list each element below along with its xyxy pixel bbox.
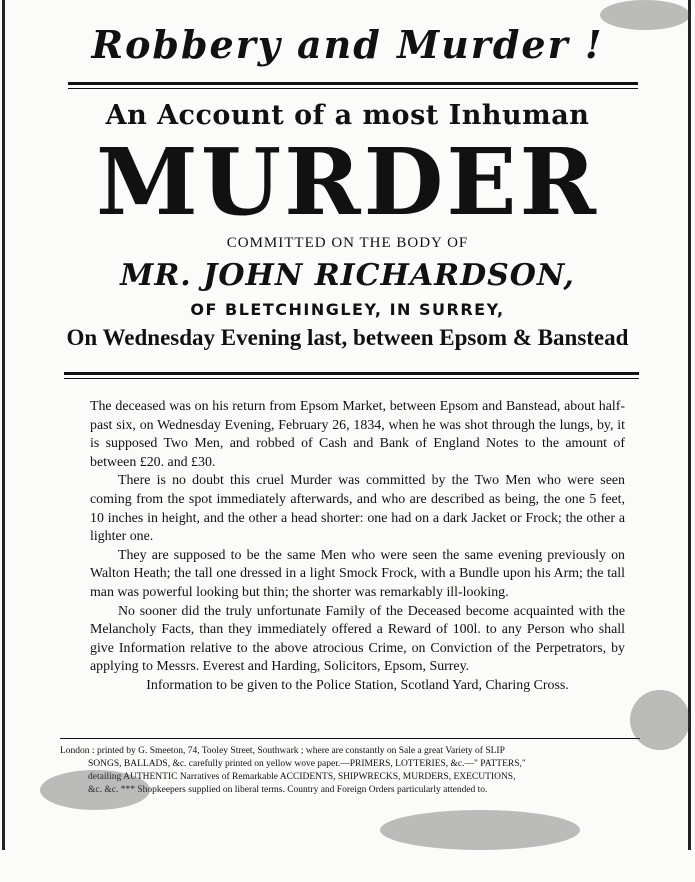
footer-rule xyxy=(60,738,640,739)
paragraph-5: Information to be given to the Police Station, Scotland Yard, Charing Cross. xyxy=(146,677,569,693)
top-rule xyxy=(68,82,638,89)
location-line: OF BLETCHINGLEY, IN SURREY, xyxy=(190,300,505,319)
paper-stain xyxy=(600,0,690,30)
middle-rule xyxy=(64,372,639,379)
footer-line-2: SONGS, BALLADS, &c. carefully printed on yellow wove paper.—PRIMERS, LOTTERIES, &c.—" PATTERS," xyxy=(88,759,526,769)
victim-name: MR. JOHN RICHARDSON, xyxy=(120,258,575,293)
body-text xyxy=(90,398,625,696)
paper-stain xyxy=(380,810,580,850)
footer-line-4: &c. &c. *** Shopkeepers supplied on liberal terms. Country and Foreign Orders particularly attended to. xyxy=(88,785,488,795)
paragraph-2: There is no doubt this cruel Murder was committed by the Two Men who were seen coming from the spot immediately afterwards, and who are described as being, the one 5 feet, 10 inches in height, and the other a head shorter: one had on a dark Jacket or Frock; the other a lighter one. xyxy=(90,473,625,545)
paragraph-3: They are supposed to be the same Men who were seen the same evening previously on Walton Heath; the tall one dressed in a light Smock Frock, with a Bundle upon his Arm; the tall man was powerful looking but thin; the shorter was remarkably ill-looking. xyxy=(90,547,625,600)
footer-line-3: detailing AUTHENTIC Narratives of Remarkable ACCIDENTS, SHIPWRECKS, MURDERS, EXECUTIONS, xyxy=(88,772,516,782)
footer-line-1: London : printed by G. Smeeton, 74, Tooley Street, Southwark ; where are constantly on Sale a great Variety of SLIP xyxy=(60,746,505,756)
time-line: On Wednesday Evening last, between Epsom & Banstead xyxy=(66,325,629,350)
subheadline: An Account of a most Inhuman xyxy=(105,100,590,131)
headline: Robbery and Murder ! xyxy=(91,22,604,67)
paper-stain xyxy=(630,690,690,750)
main-title: MURDER xyxy=(96,128,599,236)
committed-line: COMMITTED ON THE BODY OF xyxy=(226,235,469,251)
paragraph-1: The deceased was on his return from Epsom Market, between Epsom and Banstead, about half-past six, on Wednesday Evening, February 26, 1834, when he was shot through the lungs, by, it is supposed Two Men, and robbed of Cash and Bank of England Notes to the amount of between £20. and £30. xyxy=(90,399,625,470)
paper-stain xyxy=(40,770,150,810)
paragraph-4: No sooner did the truly unfortunate Family of the Deceased become acquainted with the Melancholy Facts, than they immediately offered a Reward of 100l. to any Person who shall give Information relative to the above atrocious Crime, on Conviction of the Perpetrators, by applying to Messrs. Everest and Harding, Solicitors, Epsom, Surrey. xyxy=(90,603,625,675)
